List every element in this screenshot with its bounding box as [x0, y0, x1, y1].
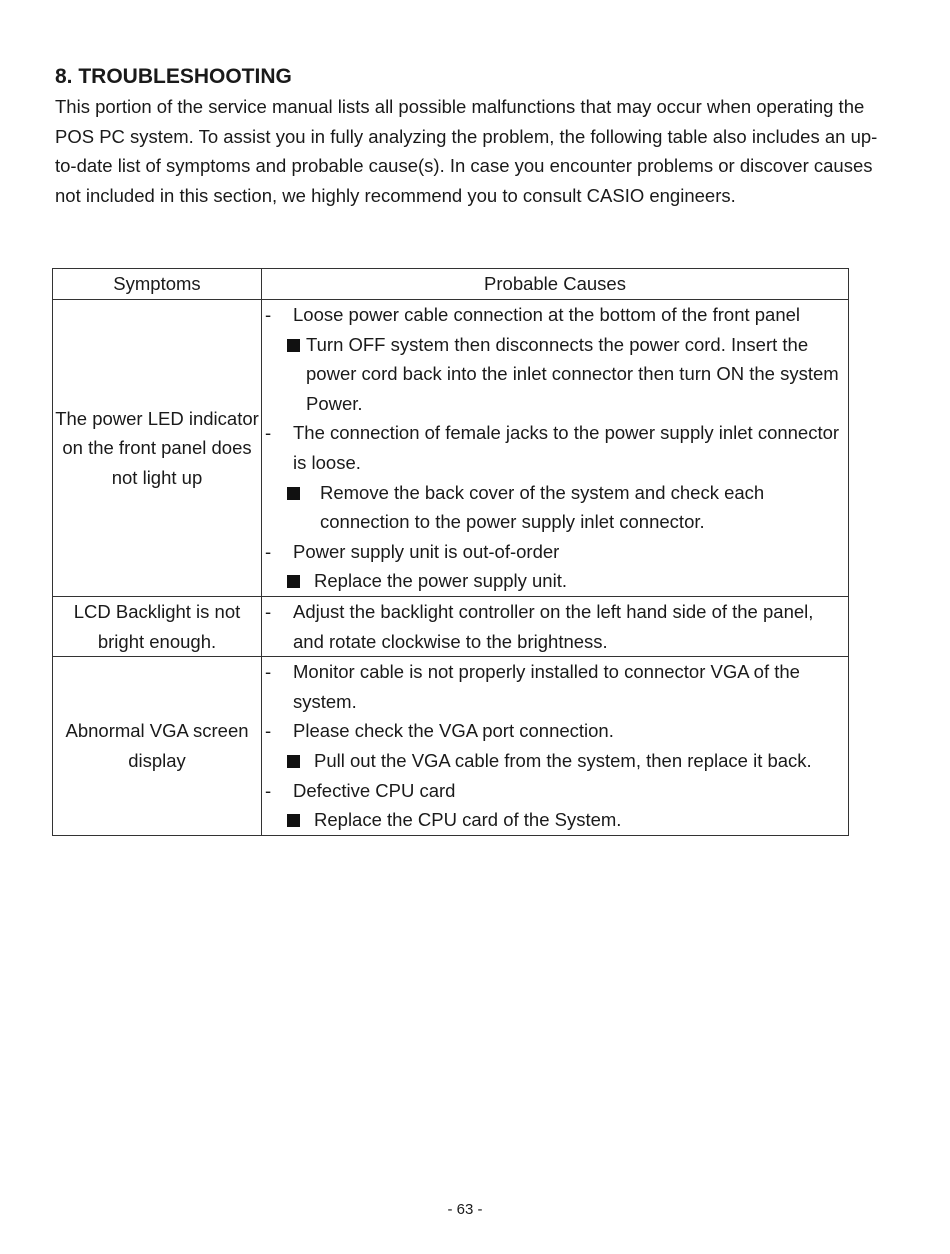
causes-cell — [262, 596, 849, 656]
square-bullet-icon — [287, 339, 300, 352]
dash-bullet: - — [265, 422, 272, 444]
remedy-item — [262, 805, 848, 835]
page-number: - 63 - — [447, 1201, 483, 1218]
cause-item — [262, 537, 848, 567]
table-row — [53, 657, 849, 836]
cause-item — [262, 300, 848, 330]
remedy-text: Replace the CPU card of the System. — [314, 809, 622, 831]
dash-bullet: - — [265, 779, 272, 801]
cause-text: The connection of female jacks to the power supply inlet connector is loose. — [293, 422, 840, 473]
symptom-cell: LCD Backlight is not bright enough. — [53, 596, 262, 656]
table-header-row — [53, 269, 849, 300]
square-bullet-icon — [287, 575, 300, 588]
cause-item — [262, 716, 848, 746]
header-symptoms: Symptoms — [53, 269, 262, 300]
remedy-text: Turn OFF system then disconnects the power cord. Insert the power cord back into the inlet connector then turn ON the system Power. — [306, 333, 839, 414]
remedy-text: Remove the back cover of the system and check each connection to the power supply inlet connector. — [320, 481, 765, 533]
remedy-item — [262, 566, 848, 596]
dash-bullet: - — [265, 600, 272, 622]
remedy-item — [262, 330, 848, 419]
symptom-cell: The power LED indicator on the front panel does not light up — [53, 300, 262, 597]
table-row — [53, 300, 849, 597]
symptom-cell: Abnormal VGA screen display — [53, 657, 262, 836]
causes-cell — [262, 657, 849, 836]
dash-bullet: - — [265, 661, 272, 683]
cause-text: Monitor cable is not properly installed to connector VGA of the system. — [293, 661, 800, 712]
cause-item — [262, 418, 848, 477]
square-bullet-icon — [287, 814, 300, 827]
cause-item — [262, 597, 848, 656]
remedy-item — [262, 746, 848, 776]
remedy-text: Pull out the VGA cable from the system, then replace it back. — [314, 749, 812, 771]
cause-text: Power supply unit is out-of-order — [293, 540, 560, 562]
cause-text: Please check the VGA port connection. — [293, 720, 614, 742]
cause-text: Adjust the backlight controller on the left hand side of the panel, and rotate clockwise to the brightness. — [293, 600, 814, 652]
remedy-item — [262, 478, 848, 537]
cause-text: Defective CPU card — [293, 779, 456, 801]
causes-cell — [262, 300, 849, 597]
intro-paragraph: This portion of the service manual lists all possible malfunctions that may occur when operating the POS PC system. To assist you in fully analyzing the problem, the following table also includes an up-to-date list of symptoms and probable cause(s). In case you encounter problems or discover causes not included in this section, we highly recommend you to consult CASIO engineers. — [55, 96, 878, 206]
square-bullet-icon — [287, 487, 300, 500]
page-title: 8. TROUBLESHOOTING — [55, 65, 292, 88]
cause-item — [262, 776, 848, 806]
cause-item — [262, 657, 848, 716]
dash-bullet: - — [265, 720, 272, 742]
table-row — [53, 596, 849, 656]
square-bullet-icon — [287, 755, 300, 768]
dash-bullet: - — [265, 304, 272, 325]
header-probable-causes: Probable Causes — [262, 269, 849, 300]
dash-bullet: - — [265, 540, 272, 562]
remedy-text: Replace the power supply unit. — [314, 570, 567, 592]
cause-text: Loose power cable connection at the bottom of the front panel — [293, 304, 801, 325]
troubleshooting-table — [52, 268, 849, 836]
